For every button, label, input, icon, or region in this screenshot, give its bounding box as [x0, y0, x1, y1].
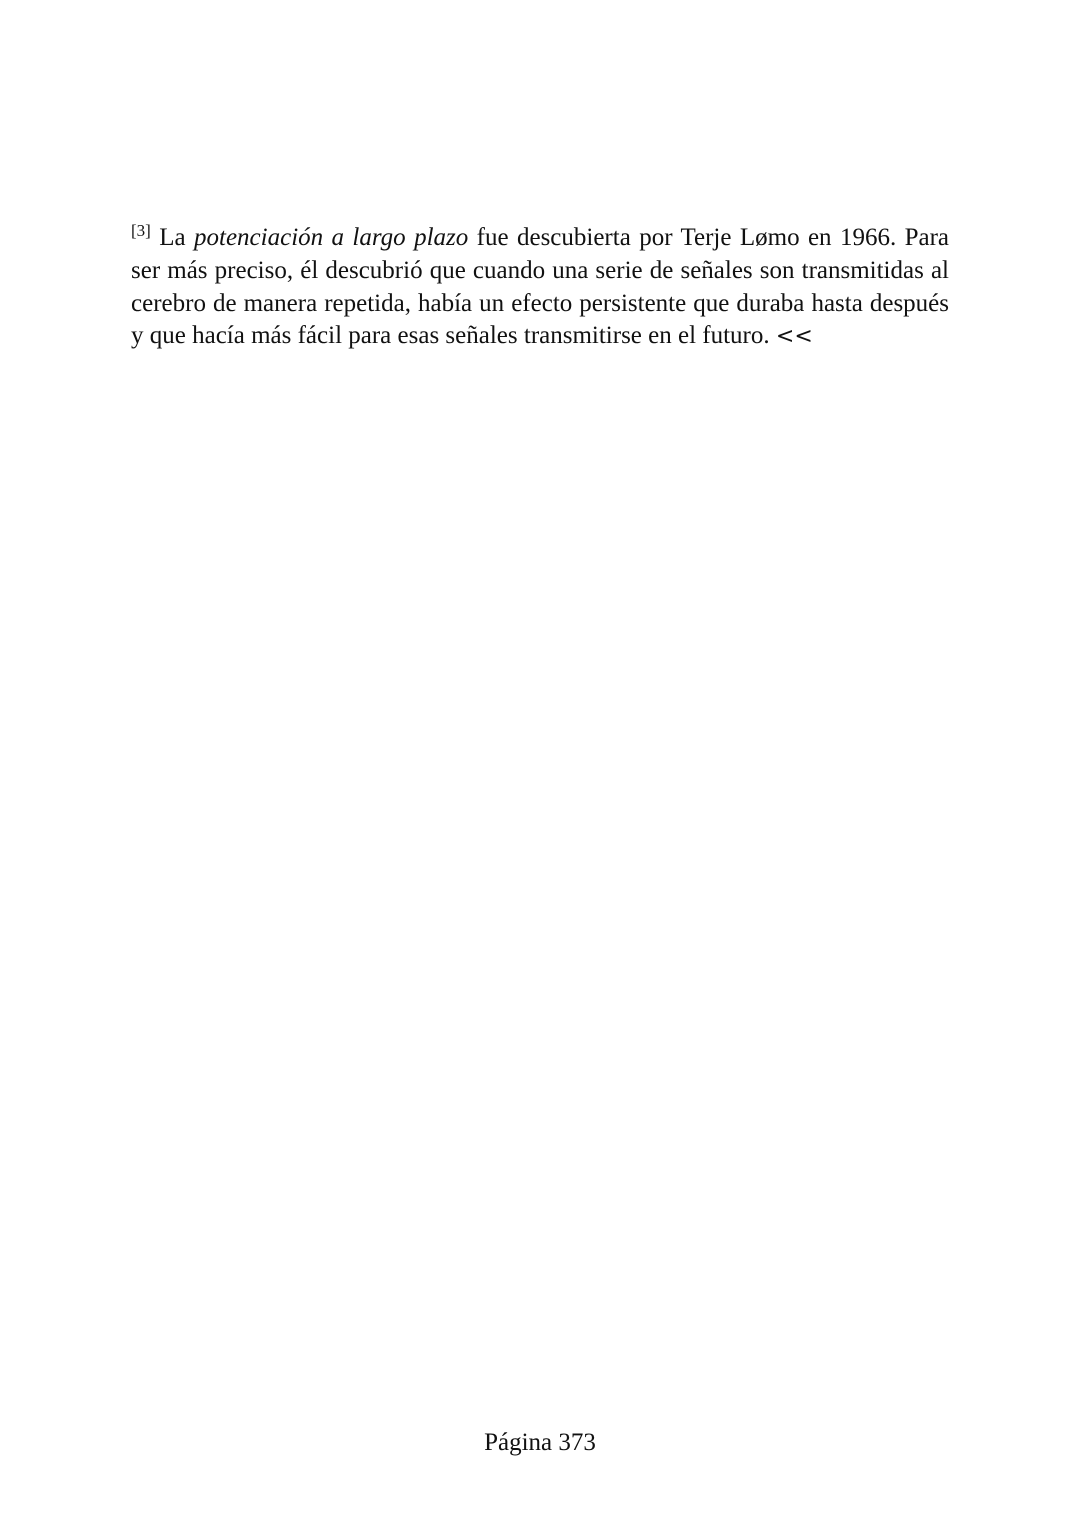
footnote-back-link[interactable]: <<: [775, 324, 813, 350]
footnote-marker: [3]: [131, 221, 151, 240]
footnote-text-before: La: [159, 224, 186, 251]
footnote-paragraph: [131, 222, 949, 354]
page-number: Página 373: [484, 1429, 596, 1456]
footnote-italic-term: potenciación a largo plazo: [194, 224, 469, 251]
footnote-text-after: fue descubierta por Terje Lømo en 1966. Para ser más preciso, él descubrió que cuando una serie de señales son transmitidas al cerebro de manera repetida, había un efecto persistente que duraba hasta después y que hacía más fácil para esas señales transmitirse en el futuro.: [131, 224, 950, 350]
